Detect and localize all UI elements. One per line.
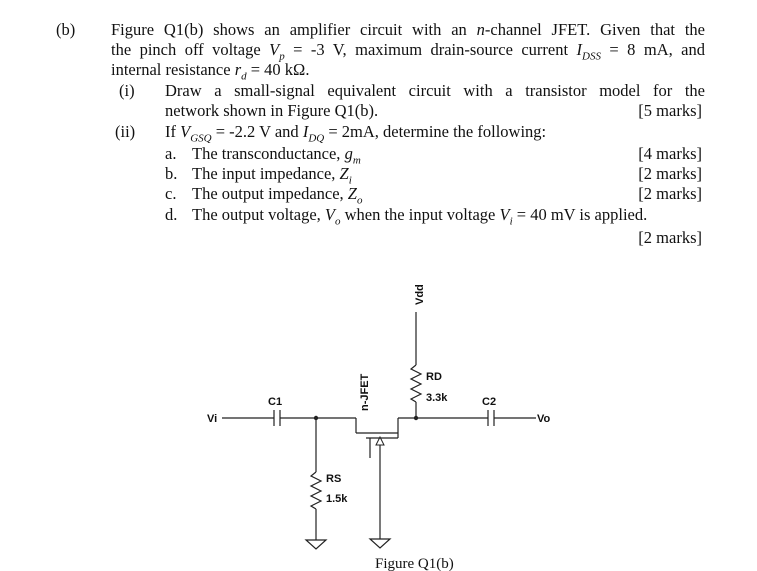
figure-caption: Figure Q1(b) xyxy=(375,556,454,571)
vi-label: Vi xyxy=(207,413,218,425)
rd-value: 3.3k xyxy=(426,392,448,404)
intro-line-2: the pinch off voltage $V_p = -3$ V, maximum drain-source current $I_{DSS} = 8$ mA, and xyxy=(111,40,705,63)
source-ground-icon xyxy=(370,539,390,548)
item-b-text: The input impedance, $Z_i$ xyxy=(192,164,352,187)
vo-label: Vo xyxy=(537,413,551,425)
part-label: (b) xyxy=(56,20,76,39)
item-a-label: a. xyxy=(165,144,177,163)
item-a-marks: [4 marks] xyxy=(638,144,702,163)
jfet-label: n-JFET xyxy=(359,373,371,411)
item-c-label: c. xyxy=(165,184,177,203)
rs-name: RS xyxy=(326,473,342,485)
item-d-marks: [2 marks] xyxy=(638,228,702,247)
sub-ii-label: (ii) xyxy=(115,122,136,141)
sub-i-line-1: Draw a small-signal equivalent circuit with a transistor model for the xyxy=(165,81,705,100)
item-a-text: The transconductance, $g_m$ xyxy=(192,144,361,167)
c1-label: C1 xyxy=(268,396,283,408)
rs-value: 1.5k xyxy=(326,493,348,505)
rs-resistor xyxy=(311,472,321,509)
rs-ground-icon xyxy=(306,540,326,549)
item-c-marks: [2 marks] xyxy=(638,184,702,203)
intro-line-1: Figure Q1(b) shows an amplifier circuit with an n-channel JFET. Given that the xyxy=(111,20,705,39)
rd-name: RD xyxy=(426,371,442,383)
sub-i-line-2: network shown in Figure Q1(b). xyxy=(165,101,379,120)
sub-i-marks: [5 marks] xyxy=(638,101,702,120)
sub-i-label: (i) xyxy=(119,81,135,100)
item-c-text: The output impedance, $Z_o$ xyxy=(192,184,363,207)
c2-label: C2 xyxy=(482,396,497,408)
vdd-label: Vdd xyxy=(414,284,426,305)
item-d-label: d. xyxy=(165,205,178,224)
intro-line-3: internal resistance $r_d = 40$ kΩ. xyxy=(111,60,310,83)
item-b-label: b. xyxy=(165,164,178,183)
sub-ii-text: If $V_{GSQ} = -2.2$ V and $I_{DQ} = 2mA$, determine the following: xyxy=(165,122,547,145)
rd-resistor xyxy=(411,365,421,402)
item-d-text: The output voltage, $V_o$ when the input voltage $V_i = 40$ mV is applied. xyxy=(192,205,648,228)
item-b-marks: [2 marks] xyxy=(638,164,702,183)
